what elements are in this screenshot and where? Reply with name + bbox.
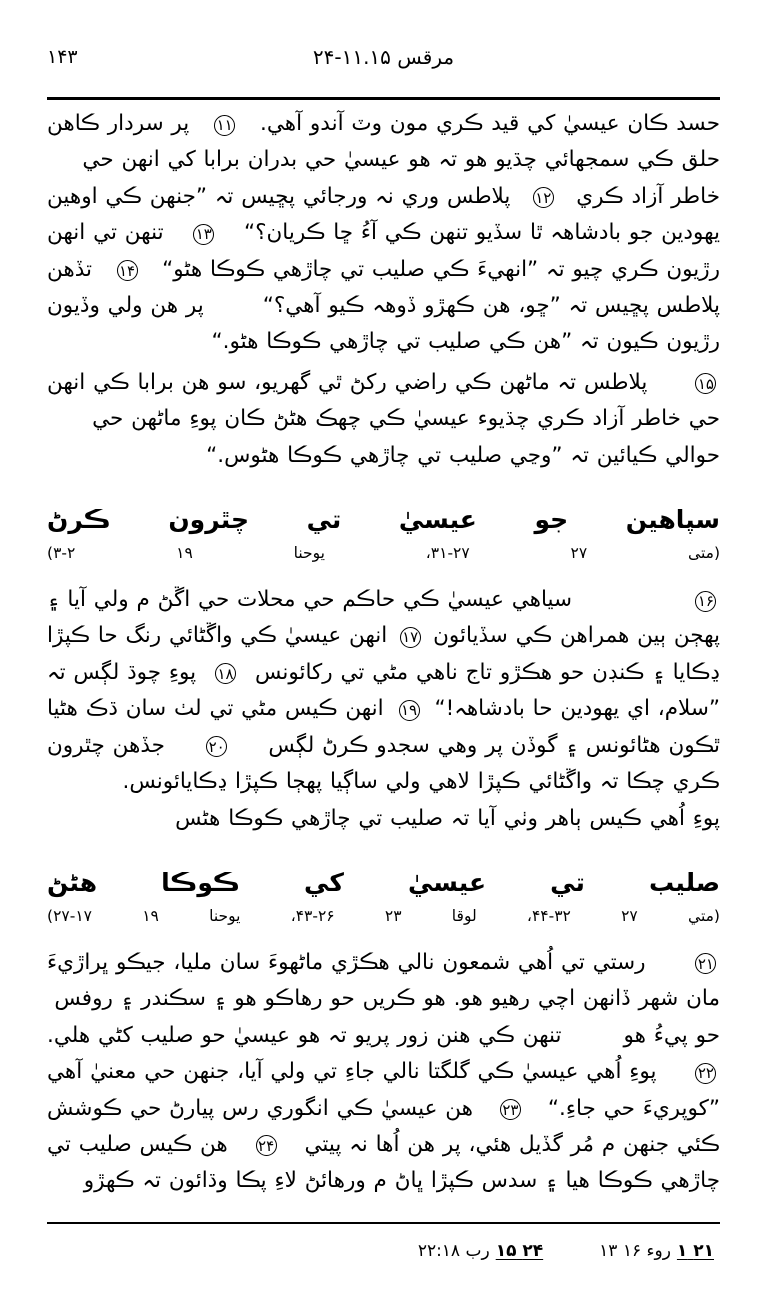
- text-line: [47, 1091, 720, 1127]
- footnote-entry: [418, 1238, 543, 1264]
- section-heading-soldiers-mock-jesus: [47, 500, 720, 566]
- text-line: [47, 981, 720, 1017]
- paragraph-verse-15: [47, 365, 720, 474]
- line-text: انهن عيسيٰ ڪي واڱڻائي رنگ حا ڪپڙا: [47, 623, 388, 649]
- text-line: [47, 1018, 720, 1054]
- line-text: پلاطس پڇيس تہ ”ڇو، هن ڪهڙو ڏوهہ ڪيو آهي؟“: [262, 293, 720, 319]
- running-head-reference: مرقس ۱۱.۱۵-۲۴: [312, 45, 455, 69]
- footnote-rule: [47, 1222, 720, 1224]
- text-line: [47, 179, 720, 215]
- line-text: ٿڪون هڻائونس ۽ گوڏن پر وهي سجدو ڪرڻ لڳس: [268, 732, 720, 758]
- verse-number: ۱۵: [694, 374, 718, 394]
- line-text: تنهن ڪي هنن زور پريو تہ هو عيسيٰ حو صليب کڻي هلي.: [47, 1022, 562, 1048]
- line-text: حو پيءُ هو: [623, 1022, 720, 1048]
- verse-number: ۲۲: [694, 1063, 718, 1083]
- text-line: [47, 365, 720, 401]
- text-line: [47, 106, 720, 142]
- line-text: انهن ڪيس مڻي تي لٺ سان ڌڪ هڻيا: [47, 696, 384, 722]
- text-line: [47, 764, 720, 800]
- footnote-entry: [599, 1238, 714, 1264]
- line-text: پر هن ولي وڏيون: [47, 293, 204, 319]
- text-line: [47, 288, 720, 324]
- line-text: رستي تي اُهي شمعون نالي هڪڙي ماڻهوءَ سان مليا، جيڪو ڀراڙيءَ: [47, 949, 646, 975]
- heading-gap-top: [47, 837, 720, 863]
- verse-number: ۱۷: [398, 627, 422, 647]
- text-line: [47, 1163, 720, 1199]
- heading-gap-bottom: [47, 566, 720, 582]
- line-text: تنهن تي انهن: [47, 220, 164, 246]
- verse-number: ۲۱: [694, 954, 718, 974]
- section-heading-crucifixion: [47, 863, 720, 929]
- footnote-area: [47, 1238, 720, 1264]
- verse-number: ۱۱: [213, 115, 237, 135]
- text-line: [47, 252, 720, 288]
- text-line: حوالي ڪيائين تہ ”وڃي صليب تي چاڙهي ڪوڪا هڻوس.“: [206, 442, 720, 468]
- text-line: پوءِ اُهي ڪيس ٻاهر وٺي آيا تہ صليب تي چاڙهي ڪوڪا هڻس: [175, 805, 720, 831]
- line-text: پهڄن ٻين همراهن ڪي سڏيائون: [433, 623, 720, 649]
- verse-number: ۱۸: [213, 664, 237, 684]
- line-text: رڙيون ڪري چيو تہ ”انهيءَ ڪي صليب تي چاڙهي ڪوڪا هڻو“: [162, 256, 720, 282]
- verse-number: ۲۳: [498, 1100, 522, 1120]
- section-cross-reference: (متي ۲۷ ۳۲-۴۴، لوقا ۲۳ ۲۶-۴۳، يوحنا ۱۹ ۱۷-۲۷): [47, 906, 720, 925]
- text-line: رڙيون ڪيون تہ ”هن ڪي صليب تي چاڙهي ڪوڪا هڻو.“: [211, 329, 720, 355]
- line-text: خاطر آزاد ڪري: [576, 183, 720, 209]
- text-line: [47, 1054, 720, 1090]
- paragraph-verses-16-20: [47, 582, 720, 837]
- paragraph-verses-11-14: [47, 106, 720, 361]
- text-line: [47, 945, 720, 981]
- line-text: سياهي عيسيٰ ڪي حاڪم حي محلات حي اڱڻ م ولي آيا ۽: [47, 587, 573, 613]
- line-text: پوءِ اُهي عيسيٰ ڪي گلگتا نالي جاءِ تي ولي آيا، جنهن حي معنيٰ آهي: [47, 1059, 657, 1085]
- section-title: صليب تي عيسيٰ کي ڪوڪا هڻڻ: [47, 867, 720, 897]
- line-text: هن عيسيٰ ڪي انگوري رس پيارڻ حي ڪوشش: [47, 1095, 473, 1121]
- running-head: [47, 40, 720, 74]
- verse-number: ۱۹: [397, 700, 421, 720]
- verse-number: ۱۲: [531, 188, 555, 208]
- paragraph-verses-21-24: [47, 945, 720, 1200]
- verse-number: ۲۰: [205, 737, 229, 757]
- line-text: حلق ڪي سمجھائي چڌيو هو تہ هو عيسيٰ حي بدران برابا کي انهن حي: [82, 147, 720, 173]
- footnote-key: ۲۴ ۱۵: [495, 1241, 544, 1261]
- line-text: يهودين جو بادشاهہ ٿا سڏيو تنهن ڪي آءُ ڇا ڪريان؟“: [243, 220, 720, 246]
- verse-number: ۱۶: [694, 591, 718, 611]
- section-cross-reference: (متى ۲۷ ۲۷-۳۱، يوحنا ۱۹ ۲-۳): [47, 544, 720, 563]
- line-text: هن ڪيس صليب تي: [47, 1131, 228, 1157]
- header-rule: [47, 97, 720, 100]
- line-text: پلاطس وري نہ ورجائي پڇيس تہ ”جنهن ڪي اوهين: [47, 183, 511, 209]
- line-text: حسد ڪان عيسيٰ کي قيد ڪري مون وٽ آندو آهي.: [260, 111, 720, 136]
- verse-number: ۱۴: [115, 261, 139, 281]
- text-line: [47, 618, 720, 654]
- heading-gap-top: [47, 474, 720, 500]
- line-text: ”کوپريءَ حي جاءِ.“: [547, 1095, 720, 1121]
- line-text: ڪئي جنهن م مُر گڏيل هئي، پر هن اُها نہ پيتي: [304, 1131, 720, 1157]
- text-line: [47, 582, 720, 618]
- line-text: ڪري چڪا تہ واڱڻائي ڪپڙا لاهي ولي ساڳيا پهڄا ڪپڙا ڍڪايائونس.: [122, 769, 720, 795]
- text-line: [47, 142, 720, 178]
- text-line: [47, 215, 720, 251]
- text-line: [47, 401, 720, 437]
- line-text: ”سلام، اي يهودين حا بادشاهہ!“: [434, 696, 720, 722]
- heading-gap-bottom: [47, 929, 720, 945]
- page-number: ۱۴۳: [47, 46, 78, 68]
- line-text: حي خاطر آزاد ڪري چڌيوء عيسيٰ ڪي چهڪ هڻڻ ڪان پوءِ ماڻهن حي: [92, 406, 720, 432]
- line-text: پر سردار ڪاهن: [47, 111, 190, 136]
- footnote-text: رب ۲۲:۱۸: [417, 1241, 490, 1261]
- line-text: ڍڪايا ۽ ڪنڊن حو هڪڙو تاج ناهي مڻي تي رکائونس: [255, 659, 720, 685]
- line-text: چاڙهي ڪوڪا هيا ۽ سدس ڪپڙا ڀاڻ م ورهائڻ لاءِ پڪا وڌائون تہ ڪهڙو: [83, 1168, 720, 1194]
- verse-number: ۲۴: [254, 1136, 278, 1156]
- text-line: [47, 655, 720, 691]
- section-title: سپاهين جو عيسيٰ تي چٿرون ڪرڻ: [47, 505, 720, 535]
- text-line: [47, 1127, 720, 1163]
- line-text: پلاطس تہ ماڻهن ڪي راضي رکڻ ٿي گهريو، سو هن برابا ڪي انهن: [47, 369, 648, 395]
- footnote-key: ۲۱ ۱: [676, 1241, 714, 1261]
- line-text: پوءِ چوڌ لڳس تہ: [47, 659, 197, 685]
- line-text: جڏهن چٿرون: [47, 732, 165, 758]
- footnote-text: روء ۱۶ ۱۳: [599, 1241, 671, 1261]
- text-column: [47, 106, 720, 1200]
- text-line: [47, 691, 720, 727]
- verse-number: ۱۳: [192, 224, 216, 244]
- line-text: مان شهر ڏانهن اچي رهيو هو. هو ڪريں حو رهاڪو هو ۽ سڪندر ۽ روفس: [54, 986, 720, 1012]
- text-line: [47, 728, 720, 764]
- line-text: تڏهن: [47, 256, 92, 282]
